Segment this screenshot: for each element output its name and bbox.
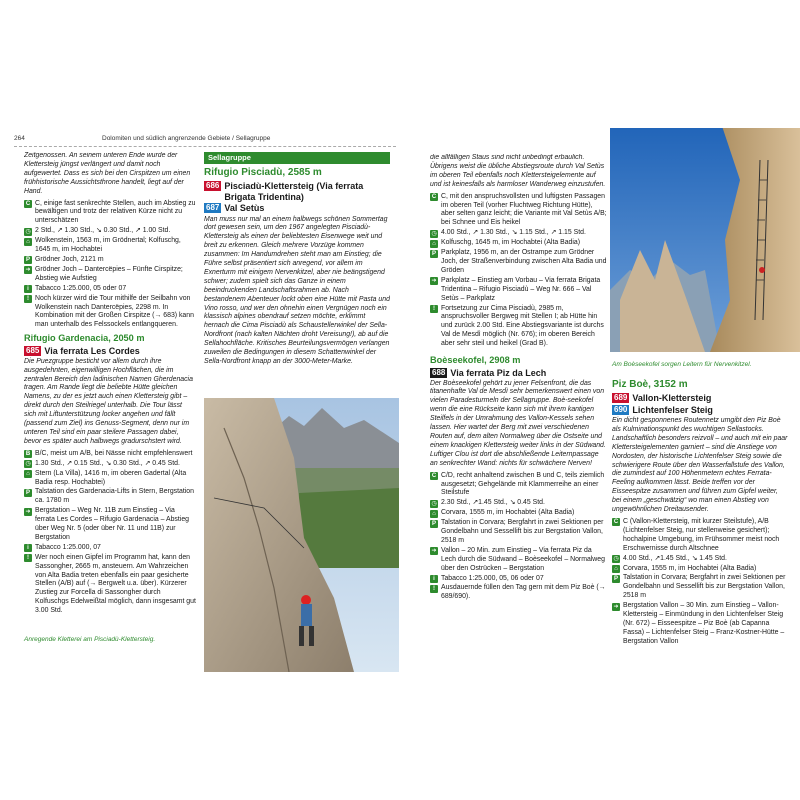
info-icon: ➜ <box>25 508 31 515</box>
info-icon: ⌂ <box>24 238 32 246</box>
route-item <box>204 203 390 214</box>
info-text: 4.00 Std., ↗1.45 Std., ↘ 1.45 Std. <box>623 554 727 562</box>
info-row <box>612 518 788 554</box>
info-row <box>430 249 608 276</box>
right-column-2 <box>612 376 788 672</box>
info-row <box>612 574 788 601</box>
info-row <box>612 555 788 564</box>
info-text: Noch kürzer wird die Tour mithilfe der Seilbahn von Wolkenstein nach Dantercëpies, 2298 m. In Kombination mit der Großen Cirspitze (→ 683) kann man unterhalb des Felssockels entlangqueren. <box>35 294 194 329</box>
info-text: Tabacco 1:25.000, 07 <box>35 543 101 551</box>
left-column-1 <box>24 152 196 672</box>
info-text: B/C, meist um A/B, bei Nässe nicht empfehlenswert <box>35 449 193 457</box>
left-column-2 <box>204 152 390 396</box>
info-row <box>430 509 608 518</box>
info-icon: C <box>25 201 31 208</box>
route-name: Pisciadù-Klettersteig (Via ferrata Brigata Tridentina) <box>224 181 364 202</box>
info-row <box>24 544 196 553</box>
info-list-right-2 <box>430 472 608 603</box>
route-description-pizboe: Ein dicht gesponnenes Routennetz umgibt den Piz Boè als Kulminationspunkt des wuchtigen Sellastocks. Landschaftlich besonders reizvoll – und auch mit ein paar Klettersteigelementen garniert – sind die Anstiege von Nordosten, der historische Lichtenfelser Steig sowie die schwierigere Route über den Wasserfallstufe des Vallon, die zumindest auf 100 Höhenmetern echtes Ferrata-Feeling aufkommen lässt. Beide treffen vor der Eisseespitze zusammen und führen zum Gipfel weiter, bei einem „geschwätzig“ wo man einen Abstieg von ungewöhnlichen Dreitausender. <box>612 417 788 514</box>
info-text: 2.30 Std., ↗1.45 Std., ↘ 0.45 Std. <box>441 499 545 507</box>
info-icon: ➜ <box>613 603 619 610</box>
ladder-illustration <box>610 128 800 352</box>
right-column-1 <box>430 154 608 672</box>
ladder-photo <box>610 128 800 352</box>
climbing-illustration <box>204 398 399 672</box>
route-name: Val Setùs <box>224 203 265 213</box>
info-list-right <box>430 193 608 349</box>
route-description-boe: Der Boèseekofel gehört zu jener Felsenfront, die das titanenhafte Val de Mesdì sehr bemerkenswert einen von vielen Paradesturmeln der Sellagruppe. Boè-seekofel wenn die eine Rückseite kann sich mit ihrem kantigen Steilfels in der Umrahmung des Vallon-Kessels sehen lassen. Hier wartet der Berg mit zwei verschiedenen Routen auf, dem alten Normalweg über die Ostseite und einem knackigen Klettersteig weiter links in der Südwand. Luftiger Clou ist dort die abschließende Leiternpassage an senkrechter Wand: nichts für schwächere Nerven! <box>430 379 606 467</box>
info-row <box>24 460 196 469</box>
info-icon: ◷ <box>25 461 31 468</box>
info-text: Stern (La Villa), 1416 m, im oberen Gadertal (Alta Badia resp. Hochabtei) <box>35 469 187 486</box>
route-name: Vallon-Klettersteig <box>632 393 712 403</box>
route-name-688: Via ferrata Piz da Lech <box>450 368 547 379</box>
route-item <box>612 405 788 416</box>
route-item <box>612 393 788 404</box>
info-text: Vallon – 20 Min. zum Einstieg – Via ferrata Piz da Lech durch die Südwand – Boèseekofel – Normalweg über den Ostrücken – Bergstation <box>441 546 605 572</box>
ladder-caption: Am Boèseekofel sorgen Leitern für Nervenkitzel. <box>612 361 752 368</box>
info-list <box>24 200 196 331</box>
info-row <box>430 229 608 238</box>
info-icon: i <box>24 544 32 552</box>
info-icon: ⌂ <box>430 240 438 248</box>
info-text: Wer noch einen Gipfel im Programm hat, kann den Sassongher, 2665 m, ansteuern. Am Wahrzeichen von Alta Badia treten ebenfalls ein paar gesicherte Stellen (A/B) auf (→ Bergwelt u.a. über). Kürzerer Zustieg zur Forcella di Sassongher durch Kolfuschgs Edelweißtal möglich, dann insgesamt gut 3.00 Std. <box>35 553 196 615</box>
route-number: 686 <box>206 181 220 190</box>
climbing-photo <box>204 398 399 672</box>
info-text: 1.30 Std., ↗ 0.15 Std., ↘ 0.30 Std., ↗ 0.45 Std. <box>35 459 180 467</box>
info-text: Talstation des Gardenacia-Lifts in Stern, Bergstation ca. 1780 m <box>35 488 194 505</box>
left-page <box>0 128 400 672</box>
info-text: Bergstation Vallon – 30 Min. zum Einstieg – Vallon-Klettersteig – Einmündung in den Lichtenfelser Steig (Nr. 672) – Eisseespitze – Piz Boè (ab Capanna Fassa) – Lichtenfelser Steig – Franz-Kostner-Hütte – Bergstation Vallon <box>623 602 785 645</box>
info-text: Corvara, 1555 m, im Hochabtei (Alta Badia) <box>623 564 757 572</box>
right-page <box>400 128 800 672</box>
info-icon: ! <box>430 585 438 593</box>
route-description: Die Puezgruppe besticht vor allem durch ihre ausgedehnten, eigenwilligen Hochflächen, die im zentralen Bereich den ladinischen Namen Gherdenacia tragen. Am Rande liegt die beliebte Hütte gleichen Namens, zu der es jetzt auch einen Klettersteig gibt – direkt durch den Steilriegel unterhalb. Die Tour lässt sich mit Liftunterstützung locker angehen und fällt (passend zum Ziel) ins Genuss-Segment, denn nur im unteren Teil sind ein paar steilere Passagen dabei, bevor es später auch halbwegs gradurschstert wird. <box>24 357 193 445</box>
info-row <box>24 285 196 294</box>
info-text: Tabacco 1:25.000, 05, 06 oder 07 <box>441 574 544 582</box>
info-row <box>612 565 788 574</box>
info-icon: B <box>25 451 31 458</box>
route-name: Lichtenfelser Steig <box>632 404 713 415</box>
info-text: Fortsetzung zur Cima Pisciadù, 2985 m, anspruchsvoller Bergweg mit Stellen I; ab Hütte hin und zurück 2.00 Std. Eine Abstiegsvariante ist durchs Val de Mesdì möglich (Nr. 676); im oberen Bereich aber sehr steil und heikel (Grad B). <box>441 304 604 348</box>
route-name: Via ferrata Les Cordes <box>44 346 140 357</box>
info-row <box>430 575 608 584</box>
info-text: Grödner Joch – Dantercëpies – Fünfte Cirspitze; Abstieg wie Aufstieg <box>35 265 183 282</box>
info-icon: C <box>431 473 437 480</box>
info-row <box>430 277 608 304</box>
route-number-688: 688 <box>432 368 446 378</box>
info-icon: ➜ <box>431 548 437 555</box>
info-row <box>24 227 196 236</box>
info-text: C, mit den anspruchsvollsten und luftigsten Passagen im oberen Teil (vorher Fluchtweg Richtung Hütte), aber selten ganz leicht; die Variante mit Val Setùs A/B; bei Schnee und Eis heikel <box>441 192 607 227</box>
peak-title-pizboe: Piz Boè, 3152 m <box>612 379 688 390</box>
route-list <box>204 181 390 214</box>
intro-text-right: die allfälligen Staus sind nicht unbedingt erbaulich. Übrigens weist die übliche Abstiegsroute durch Val Setùs im oberen Teil ebenfalls noch Klettersteigelemente auf und ist keinesfalls als harmloser Wanderweg einzustufen. <box>430 154 606 188</box>
info-list-pizboe <box>612 518 788 647</box>
info-row <box>430 519 608 546</box>
info-text: Parkplatz – Einstieg am Vorbau – Via ferrata Brigata Tridentina – Rifugio Pisciadù – Weg Nr. 666 – Val Setùs – Parkplatz <box>441 276 601 302</box>
info-icon: P <box>431 520 436 527</box>
info-text: Grödner Joch, 2121 m <box>35 255 104 263</box>
info-row <box>24 256 196 265</box>
route-number: 685 <box>26 346 40 356</box>
running-head: Dolomiten und südlich angrenzende Gebiete / Sellagruppe <box>102 135 271 142</box>
info-icon: i <box>430 575 438 583</box>
info-text: Kolfuschg, 1645 m, im Hochabtei (Alta Badia) <box>441 239 581 247</box>
info-icon: ◷ <box>613 556 619 563</box>
info-row <box>24 295 196 331</box>
info-row <box>24 200 196 227</box>
info-row <box>24 237 196 255</box>
info-icon: C <box>613 519 619 526</box>
peak-title-boe: Boèseekofel, 2908 m <box>430 355 521 366</box>
info-row <box>430 305 608 350</box>
info-text: Ausdauernde füllen den Tag gern mit dem Piz Boè (→ 689/690). <box>441 584 606 601</box>
info-text: Parkplatz, 1956 m, an der Ostrampe zum Grödner Joch, der Straßenverbindung zwischen Alta Badia und Gröden <box>441 249 607 274</box>
info-text: Bergstation – Weg Nr. 11B zum Einstieg – Via ferrata Les Cordes – Rifugio Gardenacia – Abstieg über Weg Nr. 5 (oder über Nr. 11 und 11B) zur Bergstation <box>35 507 189 541</box>
info-text: 4.00 Std., ↗ 1.30 Std., ↘ 1.15 Std., ↗ 1.15 Std. <box>441 229 586 237</box>
info-icon: ➜ <box>431 278 437 285</box>
route-list-pizboe <box>612 393 788 415</box>
info-row <box>612 602 788 647</box>
info-icon: ➜ <box>25 267 31 274</box>
route-number: 687 <box>206 203 220 212</box>
section-band: Sellagruppe <box>204 152 390 164</box>
info-row <box>430 499 608 508</box>
info-icon: ⌂ <box>430 510 438 518</box>
info-text: Wolkenstein, 1563 m, im Grödnertal; Kolfuschg, 1645 m, im Hochabtei <box>35 237 181 254</box>
info-row <box>24 470 196 488</box>
info-icon: C <box>431 194 437 201</box>
header-rule <box>14 146 396 147</box>
info-icon: ◷ <box>25 228 31 235</box>
info-icon: P <box>613 575 618 582</box>
hut-title-pisciadu: Rifugio Pisciadù, 2585 m <box>204 167 322 178</box>
info-text: C (Vallon-Klettersteig, mit kurzer Steilstufe), A/B (Lichtenfelser Steig, nur stellenweise gesichert); hochalpine Umgebung, im Frühsommer meist noch Erschwernisse durch Altschnee <box>623 517 780 552</box>
info-row <box>24 507 196 543</box>
info-row <box>430 584 608 602</box>
info-icon: ⌂ <box>24 470 32 478</box>
info-row <box>24 488 196 506</box>
info-icon: ⌂ <box>612 565 620 573</box>
info-icon: ◷ <box>431 230 437 237</box>
route-description-pisciadu: Man muss nur mal an einem halbwegs schönen Sommertag dort gewesen sein, um den 1967 angelegten Pisciadù-Klettersteig als einen der beliebtesten Eisenwege weit und breit zu erkennen. Gleich mehrere Vorzüge kommen zusammen: Im Handumdrehen steht man am Einstieg; die Führe selbst präsentiert sich anregend, vor allem im Exnerturm mit einigem Nervenkitzel, aber nie beängstigend schwer; zudem spielt sich das Ganze in einem beeindruckenden Landschaftsrahmen ab. Nach bestandenem Abenteuer lockt oben eine Hütte mit Pasta und Vino rosso, und wer den ohnehin einen Vergnügen noch ein klassisch alpines obendrauf setzen möchte, erklimmt hernach die Cima Pisciadù als Schaustellerwinkel der Sella-Nordfront (nach kalten Nächten droht Vereisung!), ab auf die Sellahochfläche. Kritisches Beurteilungsvermögen verlangen zuweilen die Bedingungen in diesem Schattenwinkel der Sella-Nordfront knapp an der 3000-Meter-Marke. <box>204 215 390 365</box>
info-text: 2 Std., ↗ 1.30 Std., ↘ 0.30 Std., ↗ 1.00 Std. <box>35 227 171 235</box>
info-icon: P <box>25 489 30 496</box>
info-row <box>430 472 608 499</box>
route-number: 689 <box>614 393 628 402</box>
info-text: Talstation in Corvara; Bergfahrt in zwei Sektionen per Gondelbahn und Sessellift bis zur Bergstation Vallon, 2518 m <box>441 519 604 544</box>
info-row <box>430 547 608 574</box>
photo-caption: Anregende Kletterei am Pisciadù-Klettersteig. <box>24 636 156 643</box>
route-685 <box>24 346 196 357</box>
info-row <box>24 266 196 284</box>
info-text: Tabacco 1:25.000, 05 oder 07 <box>35 284 127 292</box>
info-icon: P <box>431 250 436 257</box>
info-icon: ! <box>24 295 32 303</box>
route-688 <box>430 368 608 379</box>
info-text: Talstation in Corvara; Bergfahrt in zwei Sektionen per Gondelbahn und Sessellift bis zur Bergstation Vallon, 2518 m <box>623 574 786 600</box>
info-text: C/D, recht anhaltend zwischen B und C, teils ziemlich ausgesetzt; Gehgelände mit Klammerreihe an einer Steilstufe <box>441 471 605 497</box>
route-number: 690 <box>614 404 628 414</box>
info-text: Corvara, 1555 m, im Hochabtei (Alta Badia) <box>441 509 575 517</box>
info-row <box>24 450 196 459</box>
info-row <box>430 239 608 248</box>
info-list-2 <box>24 450 196 616</box>
route-item <box>204 181 390 202</box>
info-icon: ◷ <box>431 500 437 507</box>
page-number: 264 <box>14 135 25 142</box>
info-icon: ! <box>430 305 438 313</box>
info-row <box>430 193 608 229</box>
info-text: C, einige fast senkrechte Stellen, auch im Abstieg zu bewältigen und trotz der relativen Kürze nicht zu unterschätzen <box>35 199 196 225</box>
info-icon: i <box>24 285 32 293</box>
info-row <box>24 554 196 616</box>
hut-title: Rifugio Gardenacia, 2050 m <box>24 333 145 344</box>
info-icon: ! <box>24 554 32 562</box>
info-icon: P <box>25 257 30 264</box>
intro-text: Zeitgenossen. An seinem unteren Ende wurde der Klettersteig jüngst verlängert und damit noch aufgewertet. Dass es sich bei den Cirspitzen um einen frühhistorische Aussichtsthrone handelt, liegt auf der Hand. <box>24 152 191 195</box>
